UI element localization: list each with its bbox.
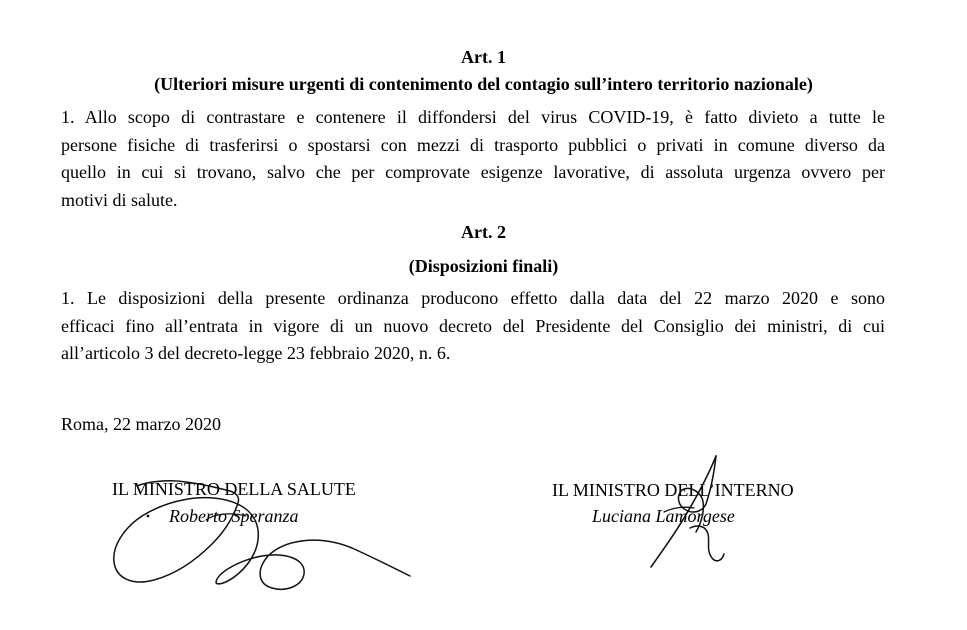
art1-line-2: persone fisiche di trasferirsi o spostarsi con mezzi di trasporto pubblici o privati in comune diverso da [61, 134, 885, 155]
art1-title: (Ulteriori misure urgenti di contenimento del contagio sull’intero territorio nazionale) [154, 74, 813, 94]
art1-number: Art. 1 [461, 47, 506, 67]
art1-line-3: quello in cui si trovano, salvo che per comprovate esigenze lavorative, di assoluta urgenza ovvero per [61, 162, 885, 182]
art1-line-4: motivi di salute. [61, 189, 178, 210]
signatory-2-name: Luciana Lamorgese [592, 506, 735, 526]
art2-number: Art. 2 [461, 222, 506, 242]
signatory-1-name: Roberto Speranza [169, 506, 299, 526]
art2-line-1: 1. Le disposizioni della presente ordinanza producono effetto dalla data del 22 marzo 2020 e sono [61, 288, 885, 308]
art2-title: (Disposizioni finali) [408, 256, 559, 276]
art1-line-1: 1. Allo scopo di contrastare e contenere il diffondersi del virus COVID-19, è fatto divieto a tutte le [61, 107, 885, 127]
signatory-1-role: IL MINISTRO DELLA SALUTE [112, 479, 356, 499]
signatory-2-role: IL MINISTRO DELL’INTERNO [552, 480, 794, 500]
art2-line-2: efficaci fino all’entrata in vigore di un nuovo decreto del Presidente del Consiglio dei ministri, di cui [61, 315, 885, 336]
place-date: Roma, 22 marzo 2020 [61, 414, 221, 434]
art2-line-3: all’articolo 3 del decreto-legge 23 febbraio 2020, n. 6. [61, 343, 451, 363]
